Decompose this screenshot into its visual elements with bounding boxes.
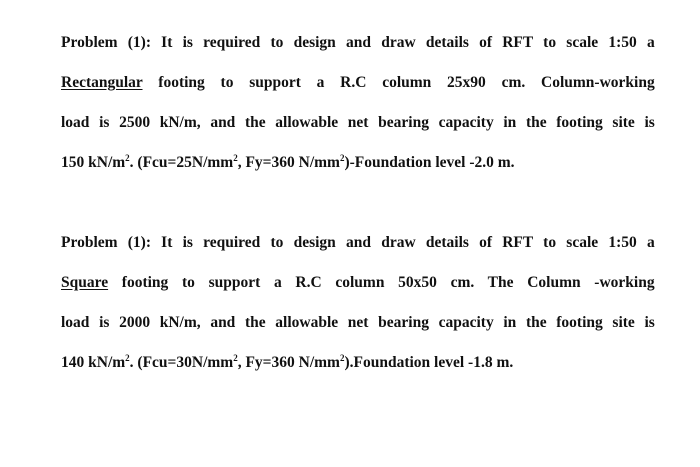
- fy-text: , Fy=360 N/mm: [237, 154, 340, 171]
- load-description-text: load is 2500 kN/m, and the allowable net bearing capacity in the footing site is: [61, 114, 655, 131]
- problem-heading-text: Problem (1): It is required to design and draw details of RFT to scale 1:50 a: [61, 34, 655, 51]
- problem-line-3: [61, 112, 655, 152]
- footing-shape-word: Rectangular: [61, 74, 143, 91]
- problem-line-4-content: [61, 352, 513, 392]
- footing-shape-word: Square: [61, 274, 109, 291]
- problem-line-2: [61, 272, 655, 312]
- problem-line-3: [61, 312, 655, 352]
- superscript: 2: [233, 353, 238, 363]
- problem-line-4: [61, 352, 655, 392]
- problem-line-4: [61, 152, 655, 192]
- bearing-capacity-text: 140 kN/m: [61, 354, 126, 371]
- problem-block-square: [61, 232, 655, 392]
- problem-line-1: [61, 32, 655, 72]
- load-description-text: load is 2000 kN/m, and the allowable net bearing capacity in the footing site is: [61, 314, 655, 331]
- foundation-level-text: )-Foundation level -2.0 m.: [344, 154, 515, 171]
- fy-text: , Fy=360 N/mm: [237, 354, 340, 371]
- foundation-level-text: ).Foundation level -1.8 m.: [344, 354, 514, 371]
- footing-description-text: footing to support a R.C column 50x50 cm. The Column -working: [108, 274, 655, 291]
- bearing-capacity-text: 150 kN/m: [61, 154, 126, 171]
- problem-line-1: [61, 232, 655, 272]
- problem-block-rectangular: [61, 32, 655, 192]
- fcu-text: . (Fcu=25N/mm: [129, 154, 234, 171]
- superscript: 2: [125, 353, 130, 363]
- superscript: 2: [125, 153, 130, 163]
- superscript: 2: [339, 353, 345, 363]
- fcu-text: . (Fcu=30N/mm: [129, 354, 234, 371]
- footing-description-text: footing to support a R.C column 25x90 cm. Column-working: [142, 74, 655, 91]
- problem-line-2-content: [61, 72, 655, 112]
- problem-line-4-content: [61, 152, 515, 192]
- superscript: 2: [339, 153, 345, 163]
- superscript: 2: [233, 153, 238, 163]
- problem-heading-text: Problem (1): It is required to design and draw details of RFT to scale 1:50 a: [61, 234, 655, 251]
- problem-line-2-content: [61, 272, 655, 312]
- problem-line-2: [61, 72, 655, 112]
